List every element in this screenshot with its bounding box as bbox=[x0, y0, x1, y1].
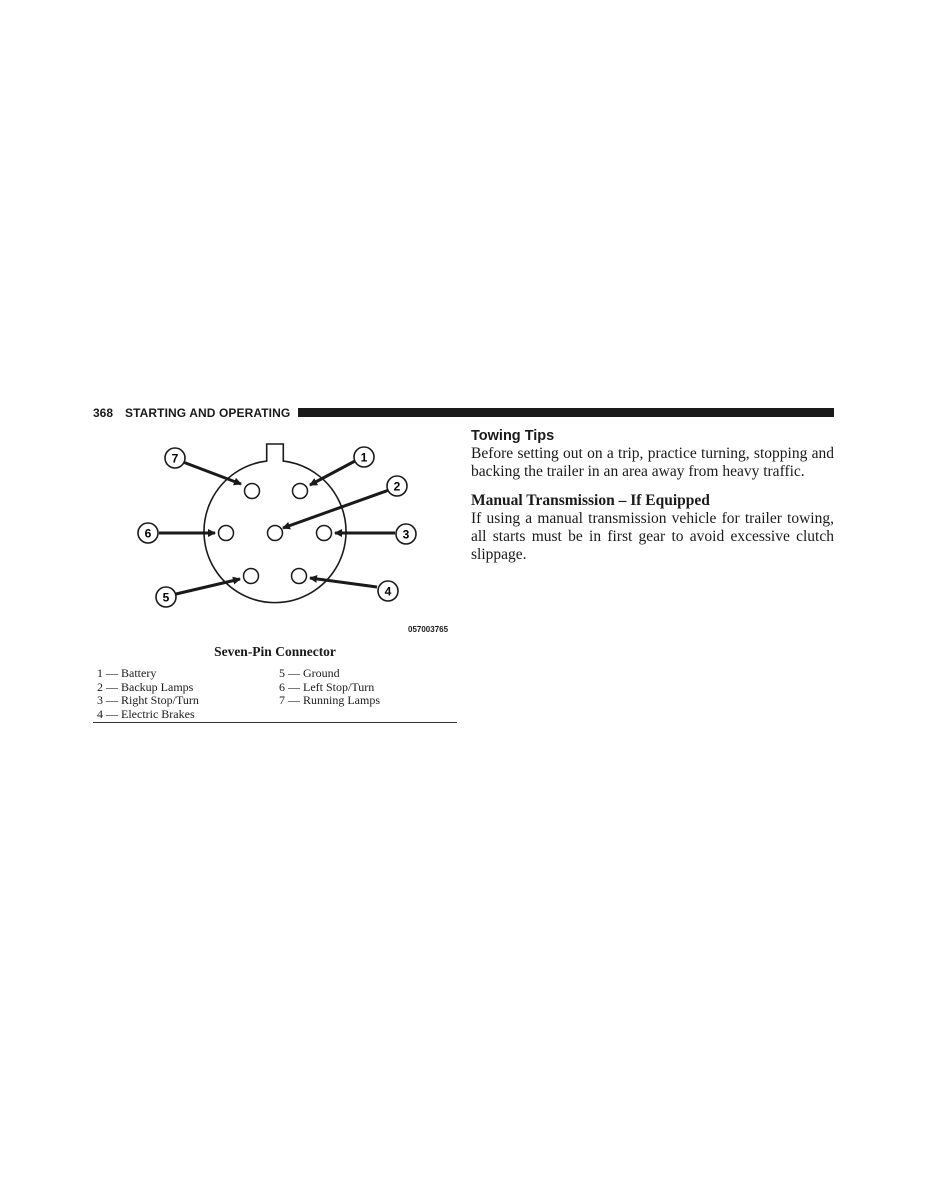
legend-item: 6 — Left Stop/Turn bbox=[279, 679, 375, 694]
pin-hole-3 bbox=[317, 526, 332, 541]
callout-label-4: 4 bbox=[384, 584, 392, 599]
pin-hole-4 bbox=[292, 569, 307, 584]
callout-7 bbox=[165, 448, 185, 468]
towing-tips-paragraph bbox=[471, 445, 834, 482]
figure-caption: Seven-Pin Connector bbox=[214, 644, 336, 659]
callout-arrow-1 bbox=[310, 461, 355, 485]
paragraph-line: If using a manual transmission vehicle for trailer towing, bbox=[471, 509, 834, 527]
section-title: STARTING AND OPERATING bbox=[125, 406, 291, 420]
towing-tips-heading: Towing Tips bbox=[471, 428, 555, 444]
paragraph-line: Before setting out on a trip, practice turning, stopping bbox=[471, 445, 808, 462]
callout-3 bbox=[396, 524, 416, 544]
paragraph-line: traffic. bbox=[763, 463, 805, 481]
callout-label-5: 5 bbox=[162, 590, 170, 605]
connector-svg bbox=[93, 433, 457, 623]
callout-4 bbox=[378, 581, 398, 601]
seven-pin-connector-diagram bbox=[93, 433, 457, 643]
legend-rule bbox=[93, 722, 457, 723]
pin-hole-1 bbox=[293, 484, 308, 499]
manual-transmission-heading: Manual Transmission – If Equipped bbox=[471, 491, 710, 509]
callout-label-7: 7 bbox=[171, 451, 179, 466]
legend-column-right bbox=[279, 667, 380, 708]
callout-6 bbox=[138, 523, 158, 543]
pin-hole-6 bbox=[219, 526, 234, 541]
legend-item: 1 — Battery bbox=[97, 666, 157, 680]
pin-hole-7 bbox=[245, 484, 260, 499]
legend-item: 3 — Right Stop/Turn bbox=[97, 693, 199, 708]
manual-transmission-paragraph bbox=[471, 510, 834, 565]
pin-hole-5 bbox=[244, 569, 259, 584]
callout-label-1: 1 bbox=[360, 450, 368, 465]
text-column bbox=[471, 427, 834, 564]
figure-code: 057003765 bbox=[408, 625, 449, 634]
callout-arrow-7 bbox=[183, 462, 241, 484]
callout-label-6: 6 bbox=[144, 526, 152, 541]
callout-label-3: 3 bbox=[402, 527, 410, 542]
paragraph-line: all starts must be in first gear to avoid excessive clutch bbox=[471, 527, 834, 545]
legend-item: 2 — Backup Lamps bbox=[97, 679, 194, 694]
legend-item: 5 — Ground bbox=[279, 666, 340, 680]
legend-item: 7 — Running Lamps bbox=[279, 693, 380, 708]
callout-2 bbox=[387, 476, 407, 496]
page-header bbox=[93, 405, 834, 421]
legend-item: 4 — Electric Brakes bbox=[97, 706, 195, 721]
paragraph-line: and backing the trailer in an area away from heavy bbox=[471, 445, 834, 481]
page-number: 368 bbox=[93, 406, 114, 420]
paragraph-line: slippage. bbox=[471, 546, 527, 564]
callout-5 bbox=[156, 587, 176, 607]
callout-1 bbox=[354, 447, 374, 467]
legend-column-left bbox=[97, 667, 199, 721]
pin-hole-2 bbox=[268, 526, 283, 541]
header-rule bbox=[298, 408, 834, 417]
callout-label-2: 2 bbox=[393, 479, 401, 494]
